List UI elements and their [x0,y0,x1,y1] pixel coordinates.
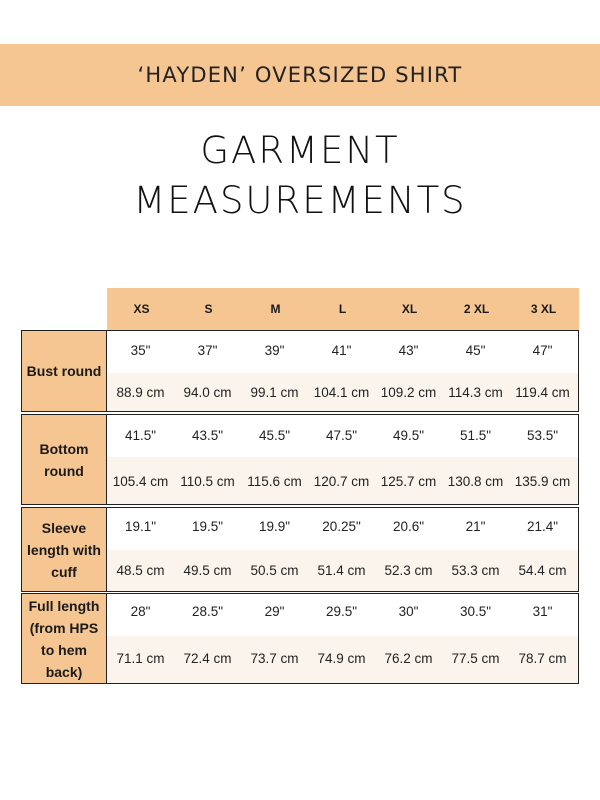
inches-cell: 43" [398,343,419,358]
row-label-line: round [44,462,84,479]
cm-cell: 115.6 cm [247,474,302,489]
inches-cell: 35" [130,343,151,358]
inches-cell: 29.5" [325,604,358,619]
table-row [107,507,579,592]
cm-cell: 52.3 cm [384,563,433,578]
cm-cell: 77.5 cm [451,651,500,666]
row-label-line: Full length [28,597,100,614]
cm-cell: 88.9 cm [116,385,165,400]
row-label-1 [21,414,107,505]
inches-cell: 28" [130,604,151,619]
inches-cell: 30.5" [459,604,492,619]
cm-cell: 105.4 cm [112,474,169,489]
cm-cell: 54.4 cm [518,563,567,578]
cm-cell: 78.7 cm [518,651,567,666]
size-header-s: S [204,302,213,316]
inches-cell: 19.1" [124,519,157,534]
row-label-3 [21,593,107,684]
inches-cell: 30" [398,604,419,619]
row-label-line: Bust round [26,363,102,379]
inches-cell: 29" [264,604,285,619]
inches-cell: 19.9" [258,519,291,534]
inches-cell: 21.4" [526,519,559,534]
cm-cell: 125.7 cm [380,474,437,489]
inches-cell: 39" [264,343,285,358]
inches-cell: 28.5" [191,604,224,619]
cm-subrow [107,457,578,504]
cm-cell: 135.9 cm [514,474,571,489]
size-header-m: M [270,302,281,316]
row-label-line: Bottom [39,440,89,457]
inches-cell: 37" [197,343,218,358]
inches-cell: 53.5" [526,428,559,443]
inches-subrow [107,594,578,636]
page-title-line-1: GARMENT [200,129,400,172]
row-label-line: (from HPS [29,619,99,636]
inches-cell: 19.5" [191,519,224,534]
inches-subrow [107,508,578,550]
cm-cell: 110.5 cm [180,474,235,489]
inches-cell: 45" [465,343,486,358]
cm-cell: 120.7 cm [313,474,370,489]
size-header-row [107,288,579,330]
table-row [107,414,579,505]
size-header-xs: XS [133,302,150,316]
row-label-line: cuff [51,563,77,580]
page-title-line-2: MEASUREMENTS [133,179,467,222]
cm-cell: 76.2 cm [384,651,433,666]
inches-cell: 31" [532,604,553,619]
inches-cell: 49.5" [392,428,425,443]
cm-cell: 51.4 cm [317,563,366,578]
cm-cell: 94.0 cm [183,385,232,400]
size-header-xl: XL [401,302,418,316]
cm-cell: 130.8 cm [447,474,504,489]
inches-cell: 47" [532,343,553,358]
page-title [0,126,600,226]
inches-cell: 21" [465,519,486,534]
inches-cell: 43.5" [191,428,224,443]
cm-cell: 73.7 cm [250,651,299,666]
row-label-2 [21,507,107,592]
row-label-line: Sleeve [41,519,87,536]
cm-cell: 71.1 cm [116,651,165,666]
cm-cell: 104.1 cm [313,385,370,400]
cm-cell: 99.1 cm [250,385,299,400]
cm-cell: 53.3 cm [451,563,500,578]
cm-cell: 74.9 cm [317,651,366,666]
cm-subrow [107,550,578,591]
size-header-3xl: 3 XL [530,302,557,316]
size-header-2xl: 2 XL [463,302,490,316]
row-label-0 [21,330,107,412]
cm-cell: 114.3 cm [448,385,503,400]
cm-subrow [107,373,578,411]
size-header-l: L [338,302,347,316]
row-label-line: back) [45,663,83,680]
table-row [107,593,579,684]
cm-cell: 48.5 cm [116,563,165,578]
cm-cell: 72.4 cm [183,651,232,666]
table-row [107,330,579,412]
header-banner [0,44,600,106]
cm-subrow [107,636,578,683]
banner-title: ‘HAYDEN’ OVERSIZED SHIRT [137,63,463,87]
inches-cell: 51.5" [459,428,492,443]
inches-cell: 47.5" [325,428,358,443]
inches-cell: 41.5" [124,428,157,443]
row-label-line: to hem [41,641,87,658]
inches-cell: 20.25" [322,519,361,534]
inches-cell: 45.5" [258,428,291,443]
inches-cell: 20.6" [392,519,425,534]
inches-subrow [107,415,578,457]
cm-cell: 119.4 cm [515,385,570,400]
inches-subrow [107,331,578,373]
cm-cell: 109.2 cm [380,385,437,400]
inches-cell: 41" [331,343,352,358]
cm-cell: 49.5 cm [183,563,232,578]
cm-cell: 50.5 cm [250,563,299,578]
row-label-line: length with [27,541,101,558]
